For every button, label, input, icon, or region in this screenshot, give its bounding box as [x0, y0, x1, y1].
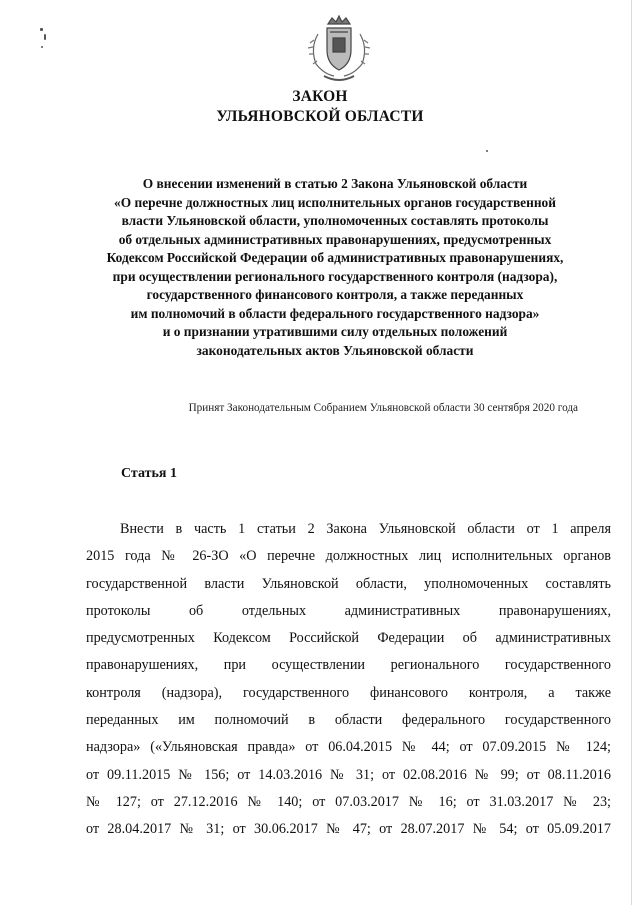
- body-line: № 127; от 27.12.2016 № 140; от 07.03.2017 № 16; от 31.03.2017 № 23;: [86, 793, 611, 810]
- body-line: от 09.11.2015 № 156; от 14.03.2016 № 31; от 02.08.2016 № 99; от 08.11.2016: [86, 766, 611, 783]
- subject-line: государственного финансового контроля, а также переданных: [146, 287, 524, 302]
- page-edge-line: [631, 0, 632, 905]
- scan-speck: [40, 28, 43, 31]
- body-line: контроля (надзора), государственного финансового контроля, а также: [86, 684, 611, 701]
- body-line: государственной власти Ульяновской области, уполномоченных составлять: [86, 575, 611, 592]
- subject-line: им полномочий в области федерального государственного надзора»: [130, 305, 540, 321]
- body-line: 2015 года № 26-ЗО «О перечне должностных лиц исполнительных органов: [86, 548, 611, 565]
- subject-line: Кодексом Российской Федерации об административных правонарушениях,: [106, 250, 564, 265]
- subject-line: «О перечне должностных лиц исполнительных органов государственной: [114, 194, 556, 210]
- body-line: Внести в часть 1 статьи 2 Закона Ульяновской области от 1 апреля: [120, 521, 611, 537]
- adoption-note: Принят Законодательным Собранием Ульяновской области 30 сентября 2020 года: [188, 402, 578, 414]
- law-subject: [60, 175, 610, 360]
- law-region-title: УЛЬЯНОВСКОЙ ОБЛАСТИ: [216, 108, 424, 125]
- subject-line: О внесении изменений в статью 2 Закона Ульяновской области: [142, 176, 528, 191]
- body-line: от 28.04.2017 № 31; от 30.06.2017 № 47; от 28.07.2017 № 54; от 05.09.2017: [86, 821, 611, 838]
- article-heading: Статья 1: [121, 466, 177, 481]
- body-line: предусмотренных Кодексом Российской Федерации об административных: [86, 630, 611, 647]
- body-line: переданных им полномочий в области федерального государственного: [86, 712, 611, 729]
- subject-line: власти Ульяновской области, уполномоченных составлять протоколы: [121, 213, 549, 228]
- article-body: [86, 516, 611, 844]
- body-line: правонарушениях, при осуществлении регионального государственного: [86, 657, 611, 674]
- scan-speck: [44, 34, 46, 40]
- law-title: ЗАКОН: [292, 88, 348, 105]
- body-line: надзора» («Ульяновская правда» от 06.04.2015 № 44; от 07.09.2015 № 124;: [86, 739, 611, 756]
- scan-speck: [41, 46, 43, 48]
- subject-line: законодательных актов Ульяновской области: [196, 342, 474, 358]
- body-line: протоколы об отдельных административных правонарушениях,: [86, 602, 611, 619]
- scan-speck: [486, 150, 488, 152]
- subject-line: об отдельных административных правонарушениях, предусмотренных: [118, 231, 552, 247]
- subject-line: и о признании утратившими силу отдельных положений: [162, 324, 508, 339]
- coat-of-arms-emblem: [300, 14, 378, 84]
- subject-line: при осуществлении регионального государственного контроля (надзора),: [112, 268, 558, 284]
